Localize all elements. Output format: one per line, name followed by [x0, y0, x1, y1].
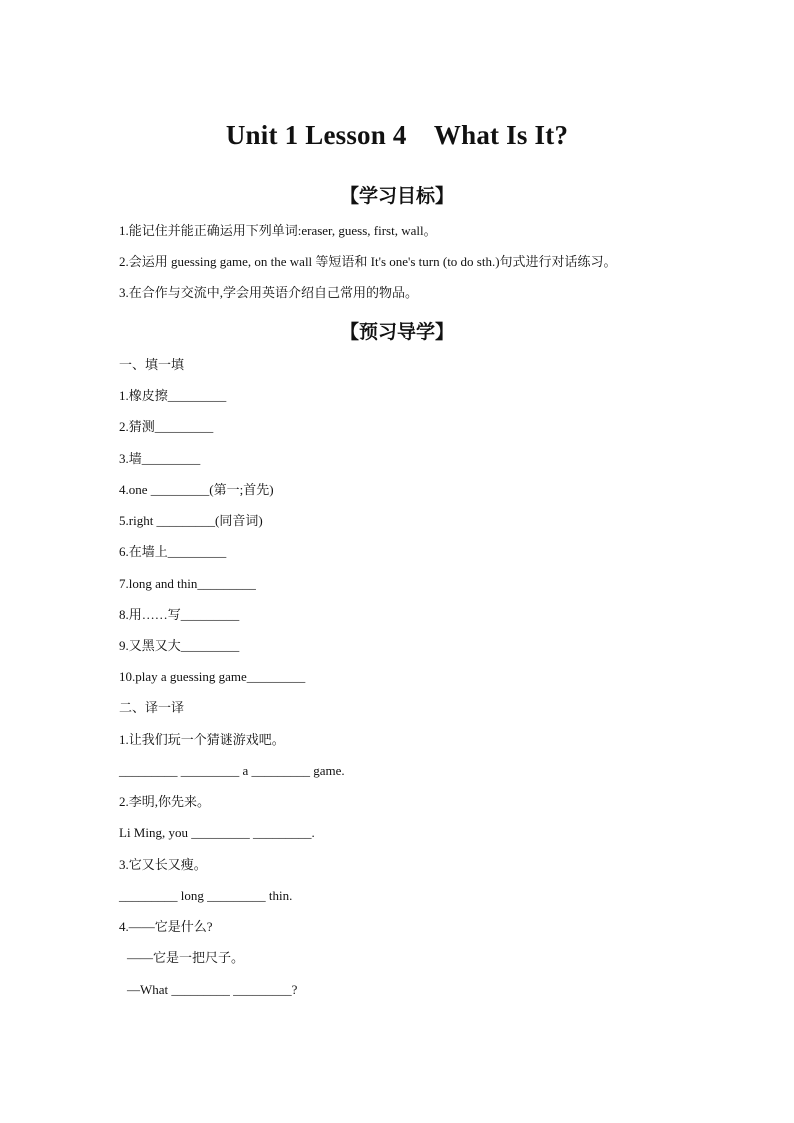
fill-item: 9.又黑又大_________ [119, 638, 240, 653]
fill-item: 10.play a guessing game_________ [119, 669, 306, 684]
translate-item: —What _________ _________? [127, 982, 298, 997]
translate-item: Li Ming, you _________ _________. [119, 825, 315, 840]
fill-item: 4.one _________(第一;首先) [119, 482, 274, 497]
fill-item: 2.猜测_________ [119, 419, 214, 434]
part1-heading: 一、填一填 [119, 357, 185, 372]
fill-item: 8.用……写_________ [119, 607, 240, 622]
fill-item: 1.橡皮擦_________ [119, 388, 227, 403]
translate-item: ——它是一把尺子。 [127, 950, 245, 965]
fill-item: 5.right _________(同音词) [119, 513, 263, 528]
part2-heading: 二、译一译 [119, 700, 185, 715]
fill-item: 7.long and thin_________ [119, 576, 256, 591]
fill-item: 6.在墙上_________ [119, 544, 227, 559]
objective-item: 1.能记住并能正确运用下列单词:eraser, guess, first, wall。 [119, 223, 437, 238]
translate-item: _________ long _________ thin. [119, 888, 293, 903]
fill-item: 3.墙_________ [119, 451, 201, 466]
translate-item: 3.它又长又瘦。 [119, 857, 207, 872]
preview-heading: 【预习导学】 [339, 321, 454, 343]
page-title: Unit 1 Lesson 4 What Is It? [225, 120, 569, 150]
objective-item: 2.会运用 guessing game, on the wall 等短语和 It's one's turn (to do sth.)句式进行对话练习。 [119, 254, 617, 269]
objective-item: 3.在合作与交流中,学会用英语介绍自己常用的物品。 [119, 285, 419, 300]
objectives-heading: 【学习目标】 [339, 185, 454, 207]
translate-item: 4.——它是什么? [119, 919, 213, 934]
translate-item: _________ _________ a _________ game. [119, 763, 345, 778]
translate-item: 2.李明,你先来。 [119, 794, 211, 809]
translate-item: 1.让我们玩一个猜谜游戏吧。 [119, 732, 285, 747]
